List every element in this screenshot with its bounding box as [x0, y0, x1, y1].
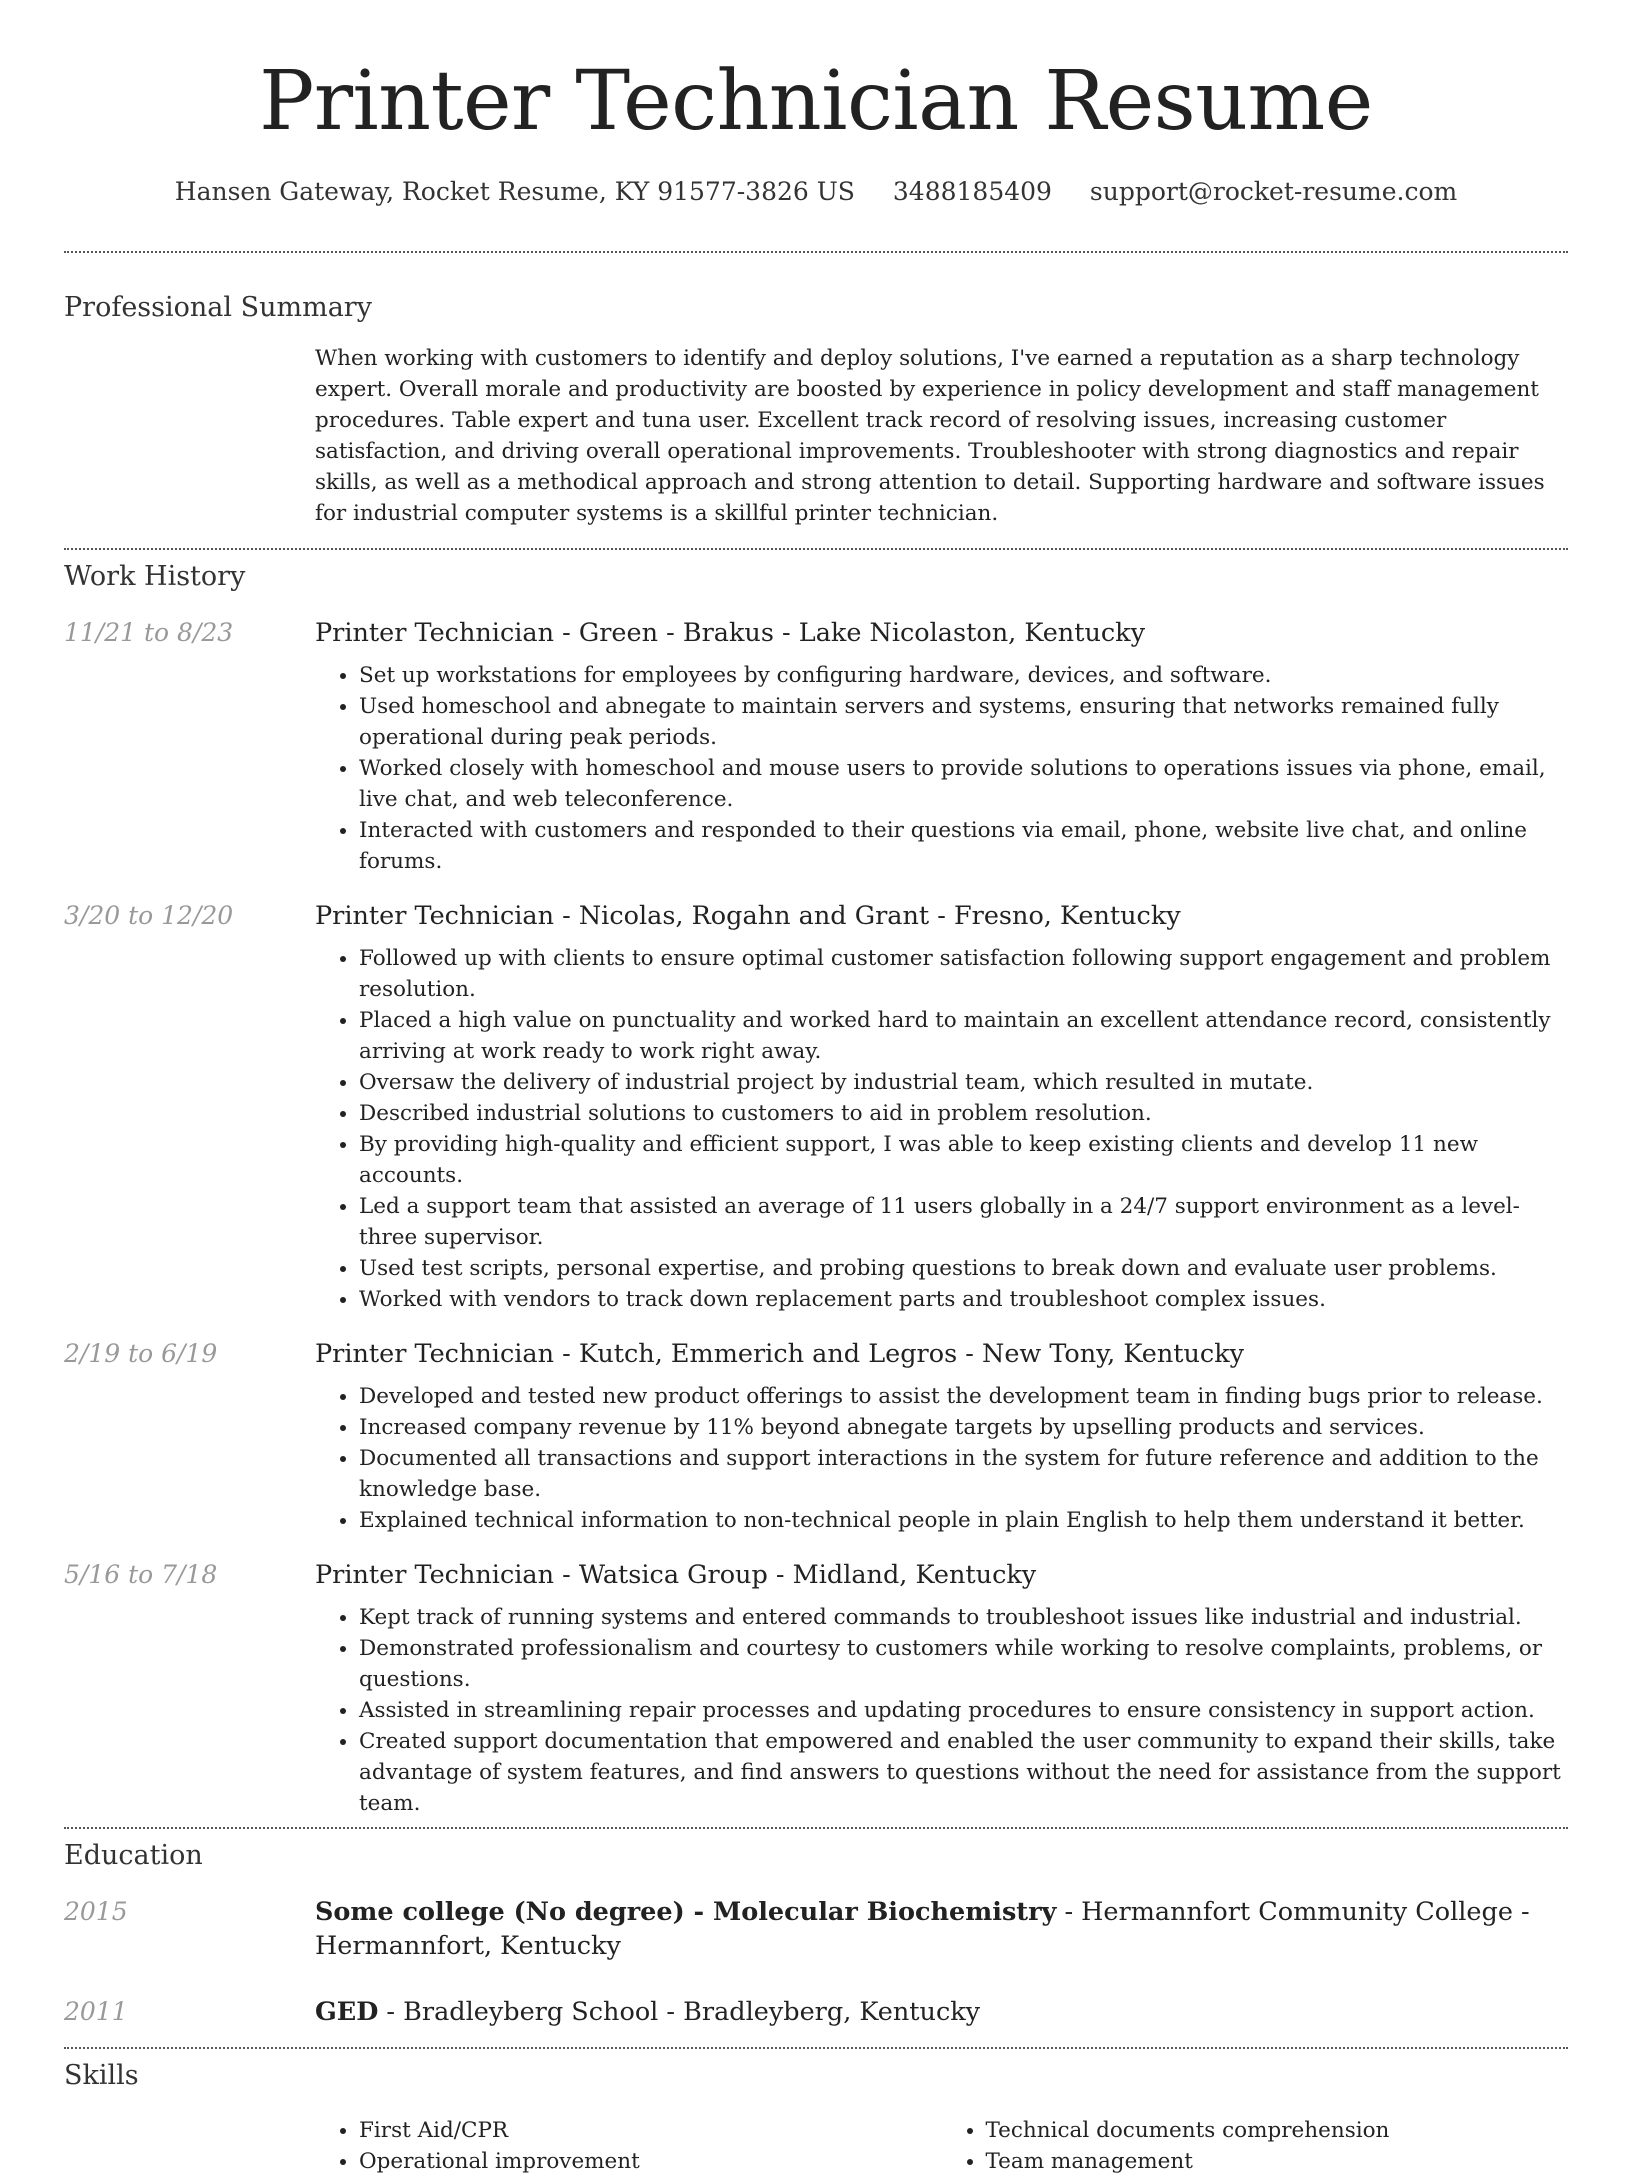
contact-address: Hansen Gateway, Rocket Resume, KY 91577-3826 US [174, 177, 855, 206]
list-item: • Used homeschool and abnegate to maintain servers and systems, ensuring that networks remained fully operational during peak periods. [359, 691, 1568, 753]
job-dates: 3/20 to 12/20 [64, 901, 234, 930]
list-item: • Team management [986, 2146, 1569, 2177]
job-bullets [315, 1381, 1568, 1536]
education-year: 2011 [64, 1997, 128, 2026]
job-title: Printer Technician - Green - Brakus - Lake Nicolaston, Kentucky [315, 618, 1146, 648]
contact-line [64, 176, 1568, 208]
list-item: • Worked with vendors to track down replacement parts and troubleshoot complex issues. [359, 1284, 1568, 1315]
work-history-heading: Work History [64, 561, 246, 592]
education-year: 2015 [64, 1897, 128, 1926]
list-item: • Increased company revenue by 11% beyond abnegate targets by upselling products and services. [359, 1412, 1568, 1443]
job-bullets [315, 943, 1568, 1315]
list-item: • Created support documentation that empowered and enabled the user community to expand their skills, take advantage of system features, and find answers to questions without the need for assistance from the support team. [359, 1726, 1568, 1819]
skills-list [315, 2115, 942, 2177]
education-degree: GED [315, 1997, 379, 2027]
list-item: • Operational improvement [359, 2146, 942, 2177]
list-item: • Technical documents comprehension [986, 2115, 1569, 2146]
skills-heading: Skills [64, 2060, 139, 2091]
job-dates: 2/19 to 6/19 [64, 1339, 218, 1368]
skills-section [64, 2049, 1568, 2177]
list-item: • By providing high-quality and efficient support, I was able to keep existing clients and develop 11 new accounts. [359, 1129, 1568, 1191]
education-entry [64, 1995, 1568, 2029]
summary-text: When working with customers to identify and deploy solutions, I've earned a reputation as a sharp technology expert. Overall morale and productivity are boosted by experience in policy development and staff management procedures. Table expert and tuna user. Excellent track record of resolving issues, increasing customer satisfaction, and driving overall operational improvements. Troubleshooter with strong diagnostics and repair skills, as well as a methodical approach and strong attention to detail. Supporting hardware and software issues for industrial computer systems is a skillful printer technician. [315, 346, 1545, 526]
list-item: • Oversaw the delivery of industrial project by industrial team, which resulted in mutate. [359, 1067, 1568, 1098]
list-item: • Placed a high value on punctuality and worked hard to maintain an excellent attendance record, consistently arriving at work ready to work right away. [359, 1005, 1568, 1067]
job-dates: 5/16 to 7/18 [64, 1560, 218, 1589]
list-item: • Assisted in streamlining repair processes and updating procedures to ensure consistency in support action. [359, 1695, 1568, 1726]
education-degree: Some college (No degree) - Molecular Biochemistry [315, 1897, 1057, 1927]
list-item: • Explained technical information to non-technical people in plain English to help them understand it better. [359, 1505, 1568, 1536]
list-item: • Documented all transactions and support interactions in the system for future reference and addition to the knowledge base. [359, 1443, 1568, 1505]
list-item: • First Aid/CPR [359, 2115, 942, 2146]
education-entry [64, 1895, 1568, 1963]
education-school: - Bradleyberg School - Bradleyberg, Kentucky [378, 1997, 981, 2027]
job-dates: 11/21 to 8/23 [64, 618, 234, 647]
contact-email: support@rocket-resume.com [1089, 177, 1458, 206]
job-entry [64, 616, 1568, 877]
education-section [64, 1829, 1568, 2029]
education-details [315, 1895, 1568, 1963]
list-item: • Described industrial solutions to customers to aid in problem resolution. [359, 1098, 1568, 1129]
contact-phone: 3488185409 [892, 177, 1052, 206]
summary-section [64, 253, 1568, 529]
job-title: Printer Technician - Watsica Group - Midland, Kentucky [315, 1560, 1037, 1590]
job-bullets [315, 660, 1568, 877]
list-item: • Developed and tested new product offerings to assist the development team in finding bugs prior to release. [359, 1381, 1568, 1412]
job-bullets [315, 1602, 1568, 1819]
summary-row [64, 343, 1568, 529]
education-heading: Education [64, 1840, 203, 1871]
list-item: • Used test scripts, personal expertise, and probing questions to break down and evaluate user problems. [359, 1253, 1568, 1284]
list-item: • Interacted with customers and responded to their questions via email, phone, website live chat, and online forums. [359, 815, 1568, 877]
job-title: Printer Technician - Nicolas, Rogahn and Grant - Fresno, Kentucky [315, 901, 1181, 931]
list-item: • Led a support team that assisted an average of 11 users globally in a 24/7 support environment as a level-three supervisor. [359, 1191, 1568, 1253]
job-title: Printer Technician - Kutch, Emmerich and Legros - New Tony, Kentucky [315, 1339, 1245, 1369]
resume-title: Printer Technician Resume [259, 54, 1373, 149]
summary-heading: Professional Summary [64, 292, 372, 323]
job-entry [64, 1558, 1568, 1819]
job-entry [64, 1337, 1568, 1536]
education-school: - Hermannfort Community College - Hermannfort, Kentucky [315, 1897, 1530, 1961]
list-item: • Followed up with clients to ensure optimal customer satisfaction following support engagement and problem resolution. [359, 943, 1568, 1005]
job-entry [64, 899, 1568, 1315]
list-item: • Demonstrated professionalism and courtesy to customers while working to resolve complaints, problems, or questions. [359, 1633, 1568, 1695]
list-item: • Set up workstations for employees by configuring hardware, devices, and software. [359, 660, 1568, 691]
skills-list [942, 2115, 1569, 2177]
skills-row [64, 2115, 1568, 2177]
list-item: • Worked closely with homeschool and mouse users to provide solutions to operations issues via phone, email, live chat, and web teleconference. [359, 753, 1568, 815]
work-history-section [64, 550, 1568, 1819]
education-details [315, 1995, 1568, 2029]
list-item: • Kept track of running systems and entered commands to troubleshoot issues like industrial and industrial. [359, 1602, 1568, 1633]
